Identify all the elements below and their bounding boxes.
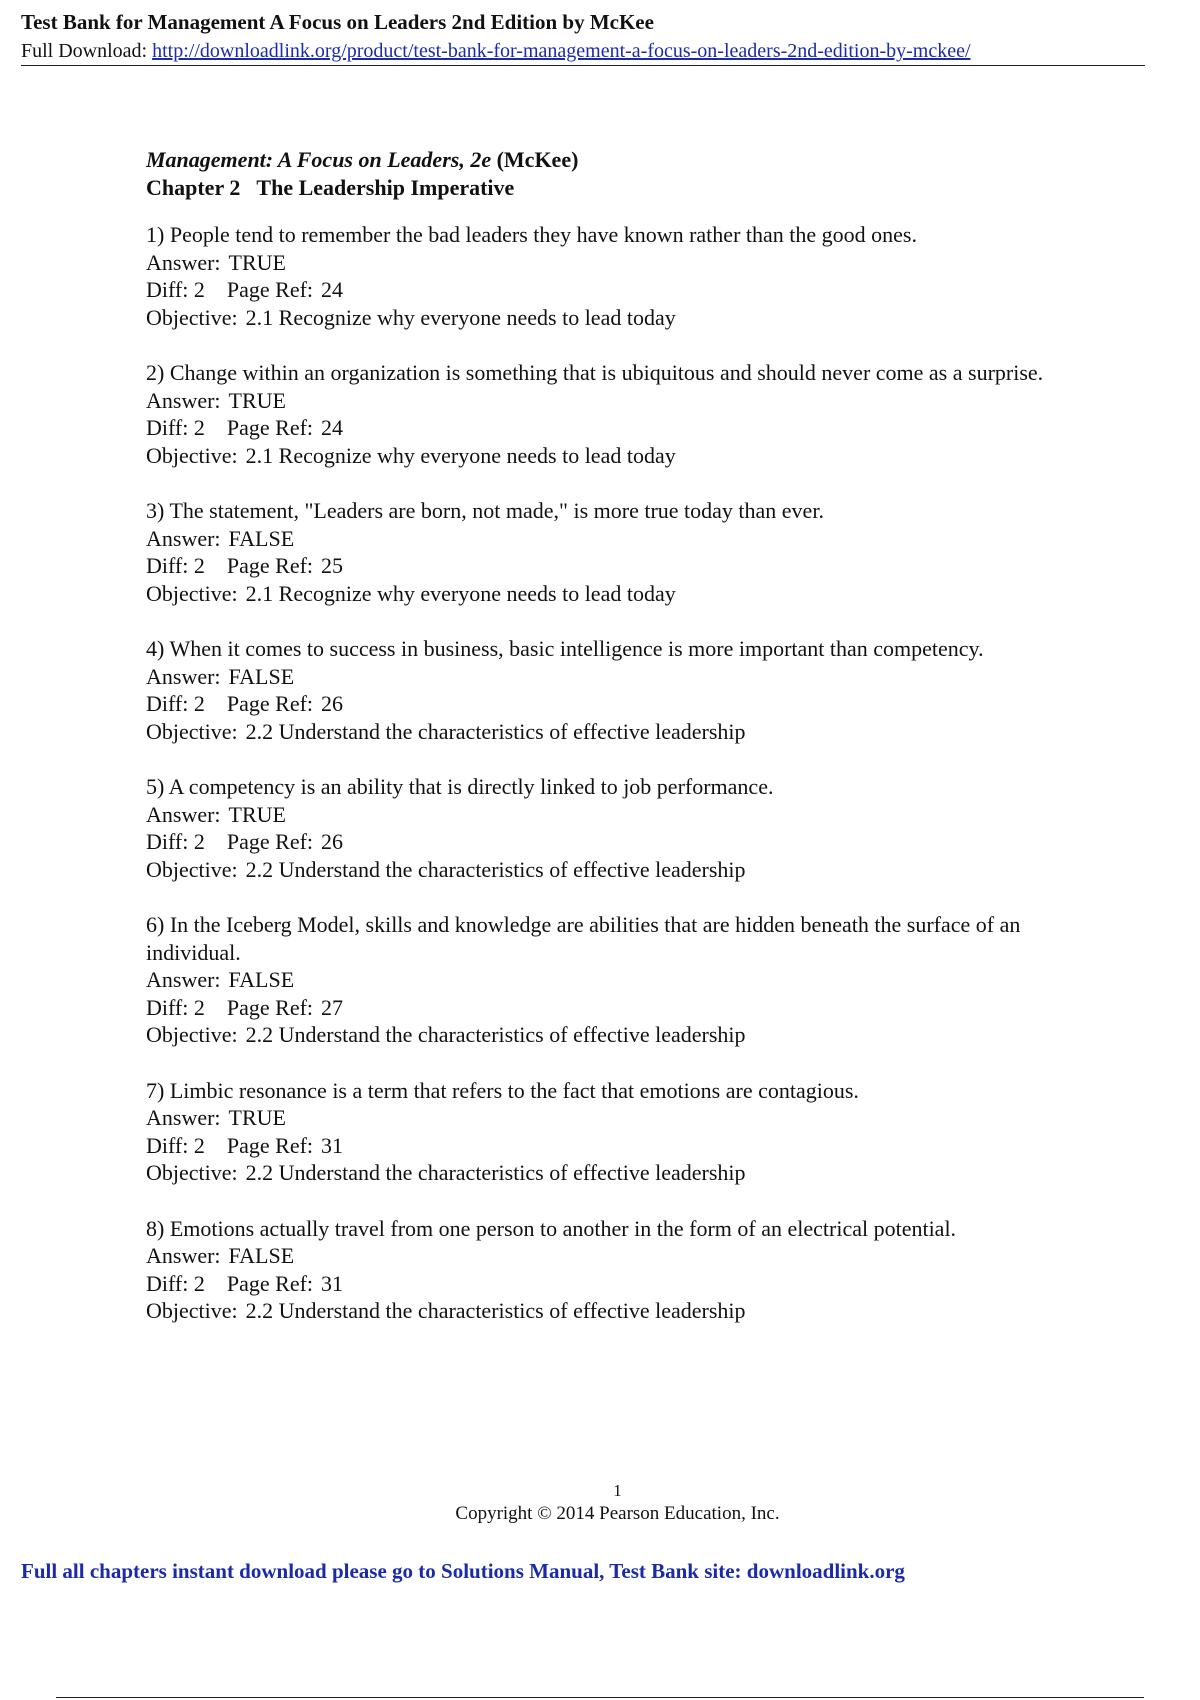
page-ref-label: Page Ref:	[226, 1270, 314, 1296]
page-ref-label: Page Ref:	[226, 277, 314, 302]
answer-value: FALSE	[228, 967, 295, 992]
diff-label: Diff:	[146, 829, 189, 854]
diff-line	[146, 994, 1106, 1022]
question-text-line	[146, 359, 1106, 387]
page-ref-value: 26	[321, 691, 344, 716]
diff-line	[146, 828, 1106, 856]
question-item	[146, 359, 1106, 469]
objective-label: Objective:	[146, 442, 238, 468]
question-text-line	[146, 221, 1106, 249]
book-title	[146, 146, 1106, 174]
question-text-line	[146, 635, 1106, 663]
objective-label: Objective:	[146, 1160, 238, 1185]
question-text: A competency is an ability that is directly linked to job performance.	[168, 774, 774, 799]
page-ref-label: Page Ref:	[226, 1132, 314, 1158]
page-ref-label: Page Ref:	[226, 415, 314, 440]
diff-label: Diff:	[146, 553, 189, 578]
objective-value: 2.1 Recognize why everyone needs to lead today	[245, 442, 676, 468]
bottom-divider	[56, 1697, 1144, 1698]
question-text: Change within an organization is something that is ubiquitous and should never come as a surprise.	[169, 360, 1044, 385]
diff-line	[146, 1132, 1106, 1160]
answer-line	[146, 1242, 1106, 1270]
diff-label: Diff:	[146, 691, 189, 716]
page-ref-label: Page Ref:	[226, 994, 314, 1020]
chapter-title: Chapter 2 The Leadership Imperative	[146, 174, 515, 200]
diff-value: 2	[193, 1270, 205, 1296]
page-ref-value: 25	[321, 553, 344, 578]
objective-value: 2.2 Understand the characteristics of effective leadership	[245, 856, 746, 882]
objective-line	[146, 856, 1106, 884]
page-number: 1	[613, 1481, 622, 1500]
answer-line	[146, 249, 1106, 277]
diff-value: 2	[193, 1132, 205, 1158]
answer-line	[146, 387, 1106, 415]
objective-label: Objective:	[146, 1022, 238, 1047]
objective-value: 2.1 Recognize why everyone needs to lead today	[245, 580, 676, 606]
question-number: 2)	[146, 360, 165, 385]
page-ref-value: 24	[321, 415, 344, 440]
question-text: The statement, "Leaders are born, not made," is more true today than ever.	[169, 498, 824, 523]
page-ref-value: 31	[321, 1270, 344, 1296]
question-item	[146, 911, 1106, 1049]
answer-value: FALSE	[228, 1243, 295, 1268]
diff-label: Diff:	[146, 277, 189, 302]
objective-line	[146, 1021, 1106, 1049]
answer-label: Answer:	[146, 967, 221, 992]
diff-line	[146, 552, 1106, 580]
answer-label: Answer:	[146, 663, 221, 689]
objective-line	[146, 1297, 1106, 1325]
answer-line	[146, 801, 1106, 829]
page-content	[146, 146, 1106, 1353]
question-number: 3)	[146, 498, 165, 523]
page-ref-value: 31	[321, 1132, 344, 1158]
answer-value: TRUE	[228, 1105, 286, 1130]
question-text: When it comes to success in business, basic intelligence is more important than competency.	[169, 636, 984, 661]
answer-line	[146, 966, 1106, 994]
answer-value: FALSE	[228, 525, 295, 551]
objective-value: 2.2 Understand the characteristics of effective leadership	[245, 718, 746, 744]
question-item	[146, 635, 1106, 745]
question-item	[146, 1215, 1106, 1325]
objective-label: Objective:	[146, 856, 238, 882]
question-text: People tend to remember the bad leaders they have known rather than the good ones.	[169, 222, 917, 247]
answer-label: Answer:	[146, 801, 221, 827]
diff-line	[146, 414, 1106, 442]
page-ref-value: 26	[321, 829, 344, 854]
question-text-line	[146, 1215, 1106, 1243]
download-label: Full Download:	[21, 40, 148, 62]
answer-line	[146, 663, 1106, 691]
question-number: 1)	[146, 222, 165, 247]
answer-label: Answer:	[146, 1243, 221, 1268]
answer-line	[146, 525, 1106, 553]
answer-value: TRUE	[228, 249, 286, 275]
download-link[interactable]: http://downloadlink.org/product/test-bank-for-management-a-focus-on-leaders-2nd-edition-by-mckee/	[152, 40, 971, 62]
question-item	[146, 497, 1106, 607]
diff-value: 2	[193, 994, 205, 1020]
objective-value: 2.1 Recognize why everyone needs to lead today	[245, 304, 676, 330]
document-header-title: Test Bank for Management A Focus on Leaders 2nd Edition by McKee	[21, 10, 654, 34]
question-text-line	[146, 1077, 1106, 1105]
answer-label: Answer:	[146, 525, 221, 551]
diff-value: 2	[193, 277, 205, 302]
objective-line	[146, 304, 1106, 332]
question-item	[146, 221, 1106, 331]
copyright: Copyright © 2014 Pearson Education, Inc.	[455, 1503, 780, 1524]
page-ref-label: Page Ref:	[226, 829, 314, 854]
diff-label: Diff:	[146, 994, 189, 1020]
diff-line	[146, 1270, 1106, 1298]
question-text: Limbic resonance is a term that refers to the fact that emotions are contagious.	[169, 1077, 859, 1103]
objective-label: Objective:	[146, 580, 238, 606]
answer-label: Answer:	[146, 249, 221, 275]
objective-line	[146, 718, 1106, 746]
objective-label: Objective:	[146, 718, 238, 744]
diff-line	[146, 276, 1106, 304]
question-list	[146, 221, 1106, 1325]
question-text-line	[146, 773, 1106, 801]
answer-value: TRUE	[228, 387, 286, 413]
question-text: In the Iceberg Model, skills and knowledge are abilities that are hidden beneath the surface of an individual.	[146, 912, 1021, 965]
answer-value: FALSE	[228, 663, 295, 689]
objective-value: 2.2 Understand the characteristics of effective leadership	[245, 1022, 746, 1047]
diff-value: 2	[193, 415, 205, 440]
question-number: 4)	[146, 636, 165, 661]
page-ref-label: Page Ref:	[226, 553, 314, 578]
page-ref-label: Page Ref:	[226, 691, 314, 716]
diff-label: Diff:	[146, 1132, 189, 1158]
objective-line	[146, 1159, 1106, 1187]
question-number: 7)	[146, 1077, 165, 1103]
diff-value: 2	[193, 553, 205, 578]
objective-label: Objective:	[146, 1298, 238, 1323]
answer-label: Answer:	[146, 387, 221, 413]
download-line	[21, 40, 1145, 66]
question-text-line	[146, 497, 1106, 525]
question-number: 6)	[146, 912, 165, 937]
answer-line	[146, 1104, 1106, 1132]
question-text: Emotions actually travel from one person to another in the form of an electrical potential.	[169, 1215, 957, 1241]
diff-value: 2	[193, 829, 205, 854]
page-ref-value: 27	[321, 994, 344, 1020]
diff-value: 2	[193, 691, 205, 716]
diff-line	[146, 690, 1106, 718]
objective-value: 2.2 Understand the characteristics of effective leadership	[245, 1160, 746, 1185]
diff-label: Diff:	[146, 1270, 189, 1296]
question-number: 5)	[146, 774, 165, 799]
promo-link[interactable]: Full all chapters instant download please go to Solutions Manual, Test Bank site: downloadlink.org	[21, 1559, 905, 1583]
answer-value: TRUE	[228, 801, 286, 827]
objective-line	[146, 580, 1106, 608]
question-item	[146, 1077, 1106, 1187]
answer-label: Answer:	[146, 1105, 221, 1130]
book-title-italic: Management: A Focus on Leaders, 2e	[146, 147, 492, 172]
page-ref-value: 24	[321, 277, 344, 302]
objective-line	[146, 442, 1106, 470]
question-item	[146, 773, 1106, 883]
question-number: 8)	[146, 1215, 165, 1241]
diff-label: Diff:	[146, 415, 189, 440]
objective-label: Objective:	[146, 304, 238, 330]
book-author: (McKee)	[496, 147, 579, 172]
objective-value: 2.2 Understand the characteristics of effective leadership	[245, 1298, 746, 1323]
question-text-line	[146, 911, 1106, 966]
